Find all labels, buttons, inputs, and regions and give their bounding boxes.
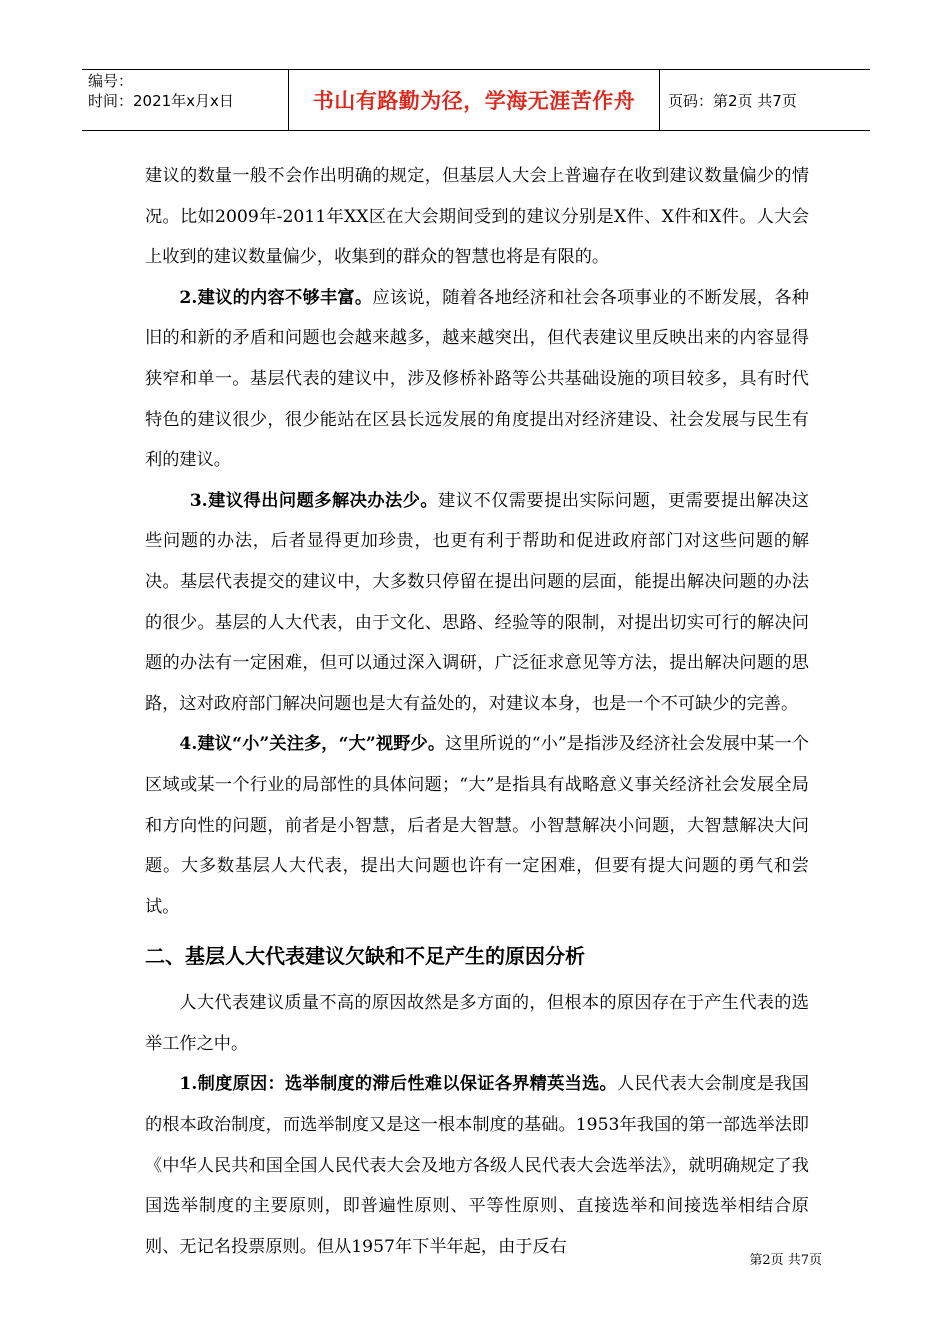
paragraph-3-text: 建议不仅需要提出实际问题，更需要提出解决这些问题的办法，后者显得更加珍贵，也更有利于帮助和促进政府部门对这些问题的解决。基层代表提交的建议中，大多数只停留在提出问题的层面，能提出解决问题的办法的很少。基层的人大代表，由于文化、思路、经验等的限制，对提出切实可行的解决问题的办法有一定困难，但可以通过深入调研，广泛征求意见等方法，提出解决问题的思路，这对政府部门解决问题也是大有益处的，对建议本身，也是一个不可缺少的完善。 <box>145 490 809 714</box>
paragraph-2-text: 应该说，随着各地经济和社会各项事业的不断发展，各种旧的和新的矛盾和问题也会越来越多，越来越突出，但代表建议里反映出来的内容显得狭窄和单一。基层代表的建议中，涉及修桥补路等公共基础设施的项目较多，具有时代特色的建议很少，很少能站在区县长远发展的角度提出对经济建设、社会发展与民生有利的建议。 <box>145 287 809 471</box>
paragraph-4-heading: 4.建议“小”关注多，“大”视野少。 <box>179 734 446 755</box>
paragraph-5: 人大代表建议质量不高的原因故然是多方面的，但根本的原因存在于产生代表的选举工作之中。 <box>145 993 809 1054</box>
header-page-label: 页码：第2页 共7页 <box>668 91 797 110</box>
header-motto: 书山有路勤为径，学海无涯苦作舟 <box>289 70 660 130</box>
number-label: 编号： <box>88 72 134 90</box>
paragraph-1: 建议的数量一般不会作出明确的规定，但基层人大会上普遍存在收到建议数量偏少的情况。比如2009年-2011年XX区在大会期间受到的建议分别是X件、X件和X件。人大会上收到的建议数量偏少，收集到的群众的智慧也将是有限的。 <box>145 166 809 268</box>
paragraph-4 <box>145 724 809 927</box>
section-title: 二、基层人大代表建议欠缺和不足产生的原因分析 <box>145 944 585 969</box>
page-footer: 第2页 共7页 <box>749 1253 822 1268</box>
paragraph-6 <box>145 1064 809 1267</box>
paragraph-4-text: 这里所说的“小”是指涉及经济社会发展中某一个区域或某一个行业的局部性的具体问题；“大”是指具有战略意义事关经济社会发展全局和方向性的问题，前者是小智慧，后者是大智慧。小智慧解决小问题，大智慧解决大问题。大多数基层人大代表，提出大问题也许有一定困难，但要有提大问题的勇气和尝试。 <box>145 734 809 917</box>
paragraph-6-heading: 1.制度原因：选举制度的滞后性难以保证各界精英当选。 <box>179 1074 618 1095</box>
paragraph-6-text: 人民代表大会制度是我国的根本政治制度，而选举制度又是这一根本制度的基础。1953年我国的第一部选举法即《中华人民共和国全国人民代表大会及地方各级人民代表大会选举法》，就明确规定了我国选举制度的主要原则，即普遍性原则、平等性原则、直接选举和间接选举相结合原则、无记名投票原则。但从1957年下半年起，由于反右 <box>145 1074 809 1257</box>
time-label: 时间：2021年x月x日 <box>88 92 234 110</box>
paragraph-3 <box>145 481 809 725</box>
header-meta <box>82 70 289 130</box>
paragraph-3-heading: 3.建议得出问题多解决办法少。 <box>189 490 439 511</box>
paragraph-2-heading: 2.建议的内容不够丰富。 <box>179 287 373 308</box>
document-body <box>145 156 809 1267</box>
page-header <box>82 69 870 131</box>
paragraph-2 <box>145 278 809 481</box>
